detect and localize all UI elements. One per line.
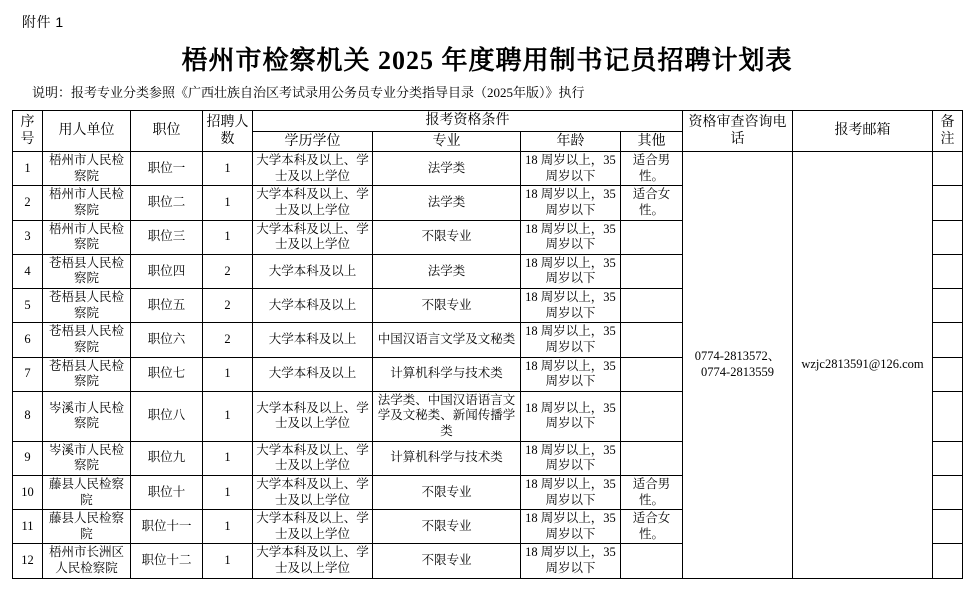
cell-unit: 梧州市人民检察院 xyxy=(43,220,131,254)
cell-position: 职位十一 xyxy=(131,510,203,544)
cell-unit: 苍梧县人民检察院 xyxy=(43,323,131,357)
header-major: 专业 xyxy=(373,131,521,152)
header-remark: 备注 xyxy=(933,111,963,152)
cell-other xyxy=(621,391,683,441)
cell-major: 不限专业 xyxy=(373,544,521,578)
cell-education: 大学本科及以上、学士及以上学位 xyxy=(253,475,373,509)
cell-unit: 苍梧县人民检察院 xyxy=(43,289,131,323)
cell-unit: 苍梧县人民检察院 xyxy=(43,254,131,288)
attachment-label: 附件 1 xyxy=(22,14,64,30)
cell-education: 大学本科及以上、学士及以上学位 xyxy=(253,186,373,220)
cell-unit: 梧州市长洲区人民检察院 xyxy=(43,544,131,578)
cell-major: 计算机科学与技术类 xyxy=(373,441,521,475)
cell-education: 大学本科及以上、学士及以上学位 xyxy=(253,391,373,441)
cell-remark xyxy=(933,323,963,357)
cell-count: 2 xyxy=(203,254,253,288)
cell-age: 18 周岁以上，35 周岁以下 xyxy=(521,441,621,475)
table-body xyxy=(13,152,963,579)
cell-position: 职位一 xyxy=(131,152,203,186)
cell-other xyxy=(621,357,683,391)
cell-position: 职位八 xyxy=(131,391,203,441)
cell-education: 大学本科及以上、学士及以上学位 xyxy=(253,544,373,578)
cell-education: 大学本科及以上 xyxy=(253,323,373,357)
cell-seq: 6 xyxy=(13,323,43,357)
cell-major: 法学类 xyxy=(373,186,521,220)
cell-age: 18 周岁以上，35 周岁以下 xyxy=(521,391,621,441)
cell-position: 职位五 xyxy=(131,289,203,323)
cell-seq: 8 xyxy=(13,391,43,441)
cell-count: 1 xyxy=(203,391,253,441)
header-qualification-group: 报考资格条件 xyxy=(253,111,683,132)
cell-remark xyxy=(933,357,963,391)
cell-email: wzjc2813591@126.com xyxy=(793,152,933,579)
cell-age: 18 周岁以上，35 周岁以下 xyxy=(521,289,621,323)
cell-major: 不限专业 xyxy=(373,510,521,544)
cell-position: 职位九 xyxy=(131,441,203,475)
cell-remark xyxy=(933,391,963,441)
cell-remark xyxy=(933,441,963,475)
cell-major: 不限专业 xyxy=(373,475,521,509)
cell-count: 1 xyxy=(203,441,253,475)
cell-seq: 11 xyxy=(13,510,43,544)
cell-other: 适合女性。 xyxy=(621,186,683,220)
cell-remark xyxy=(933,152,963,186)
cell-unit: 梧州市人民检察院 xyxy=(43,186,131,220)
header-age: 年龄 xyxy=(521,131,621,152)
cell-education: 大学本科及以上 xyxy=(253,357,373,391)
cell-remark xyxy=(933,220,963,254)
cell-count: 2 xyxy=(203,323,253,357)
table-row xyxy=(13,152,963,186)
cell-major: 不限专业 xyxy=(373,220,521,254)
cell-major: 法学类 xyxy=(373,254,521,288)
cell-review-phone: 0774-2813572、0774-2813559 xyxy=(683,152,793,579)
cell-unit: 藤县人民检察院 xyxy=(43,510,131,544)
cell-education: 大学本科及以上、学士及以上学位 xyxy=(253,220,373,254)
cell-age: 18 周岁以上，35 周岁以下 xyxy=(521,220,621,254)
cell-count: 1 xyxy=(203,475,253,509)
header-unit: 用人单位 xyxy=(43,111,131,152)
cell-position: 职位四 xyxy=(131,254,203,288)
cell-seq: 1 xyxy=(13,152,43,186)
cell-major: 法学类 xyxy=(373,152,521,186)
cell-seq: 2 xyxy=(13,186,43,220)
cell-unit: 岑溪市人民检察院 xyxy=(43,391,131,441)
recruitment-plan-table xyxy=(12,110,963,579)
cell-other: 适合男性。 xyxy=(621,475,683,509)
cell-age: 18 周岁以上，35 周岁以下 xyxy=(521,323,621,357)
cell-remark xyxy=(933,289,963,323)
cell-seq: 9 xyxy=(13,441,43,475)
cell-age: 18 周岁以上，35 周岁以下 xyxy=(521,544,621,578)
cell-remark xyxy=(933,475,963,509)
cell-unit: 藤县人民检察院 xyxy=(43,475,131,509)
cell-seq: 10 xyxy=(13,475,43,509)
cell-count: 1 xyxy=(203,152,253,186)
page-title: 梧州市检察机关 2025 年度聘用制书记员招聘计划表 xyxy=(181,46,793,75)
cell-education: 大学本科及以上、学士及以上学位 xyxy=(253,441,373,475)
cell-position: 职位十 xyxy=(131,475,203,509)
cell-other xyxy=(621,220,683,254)
cell-remark xyxy=(933,254,963,288)
cell-count: 1 xyxy=(203,220,253,254)
cell-age: 18 周岁以上，35 周岁以下 xyxy=(521,152,621,186)
cell-age: 18 周岁以上，35 周岁以下 xyxy=(521,357,621,391)
cell-other xyxy=(621,544,683,578)
header-position: 职位 xyxy=(131,111,203,152)
cell-seq: 7 xyxy=(13,357,43,391)
cell-position: 职位十二 xyxy=(131,544,203,578)
header-recruit-count: 招聘人数 xyxy=(203,111,253,152)
cell-major: 中国汉语言文学及文秘类 xyxy=(373,323,521,357)
cell-count: 1 xyxy=(203,510,253,544)
header-seq: 序号 xyxy=(13,111,43,152)
document-note: 说明：报考专业分类参照《广西壮族自治区考试录用公务员专业分类指导目录（2025年版）》执行 xyxy=(32,85,585,100)
cell-seq: 3 xyxy=(13,220,43,254)
cell-other xyxy=(621,441,683,475)
table-header-row-1 xyxy=(13,111,963,132)
cell-remark xyxy=(933,510,963,544)
cell-unit: 岑溪市人民检察院 xyxy=(43,441,131,475)
cell-age: 18 周岁以上，35 周岁以下 xyxy=(521,510,621,544)
header-education: 学历学位 xyxy=(253,131,373,152)
cell-education: 大学本科及以上、学士及以上学位 xyxy=(253,152,373,186)
cell-seq: 12 xyxy=(13,544,43,578)
cell-other xyxy=(621,289,683,323)
cell-other xyxy=(621,254,683,288)
cell-count: 2 xyxy=(203,289,253,323)
cell-unit: 梧州市人民检察院 xyxy=(43,152,131,186)
cell-age: 18 周岁以上，35 周岁以下 xyxy=(521,475,621,509)
cell-count: 1 xyxy=(203,357,253,391)
cell-major: 法学类、中国汉语语言文学及文秘类、新闻传播学类 xyxy=(373,391,521,441)
cell-remark xyxy=(933,544,963,578)
cell-major: 不限专业 xyxy=(373,289,521,323)
cell-other xyxy=(621,323,683,357)
cell-education: 大学本科及以上 xyxy=(253,254,373,288)
cell-major: 计算机科学与技术类 xyxy=(373,357,521,391)
cell-education: 大学本科及以上 xyxy=(253,289,373,323)
cell-position: 职位七 xyxy=(131,357,203,391)
cell-remark xyxy=(933,186,963,220)
cell-education: 大学本科及以上、学士及以上学位 xyxy=(253,510,373,544)
header-other: 其他 xyxy=(621,131,683,152)
cell-position: 职位二 xyxy=(131,186,203,220)
header-review-phone: 资格审查咨询电话 xyxy=(683,111,793,152)
cell-other: 适合女性。 xyxy=(621,510,683,544)
cell-age: 18 周岁以上，35 周岁以下 xyxy=(521,254,621,288)
cell-other: 适合男性。 xyxy=(621,152,683,186)
cell-count: 1 xyxy=(203,544,253,578)
cell-unit: 苍梧县人民检察院 xyxy=(43,357,131,391)
cell-position: 职位六 xyxy=(131,323,203,357)
cell-seq: 5 xyxy=(13,289,43,323)
cell-age: 18 周岁以上，35 周岁以下 xyxy=(521,186,621,220)
cell-count: 1 xyxy=(203,186,253,220)
cell-position: 职位三 xyxy=(131,220,203,254)
header-email: 报考邮箱 xyxy=(793,111,933,152)
cell-seq: 4 xyxy=(13,254,43,288)
